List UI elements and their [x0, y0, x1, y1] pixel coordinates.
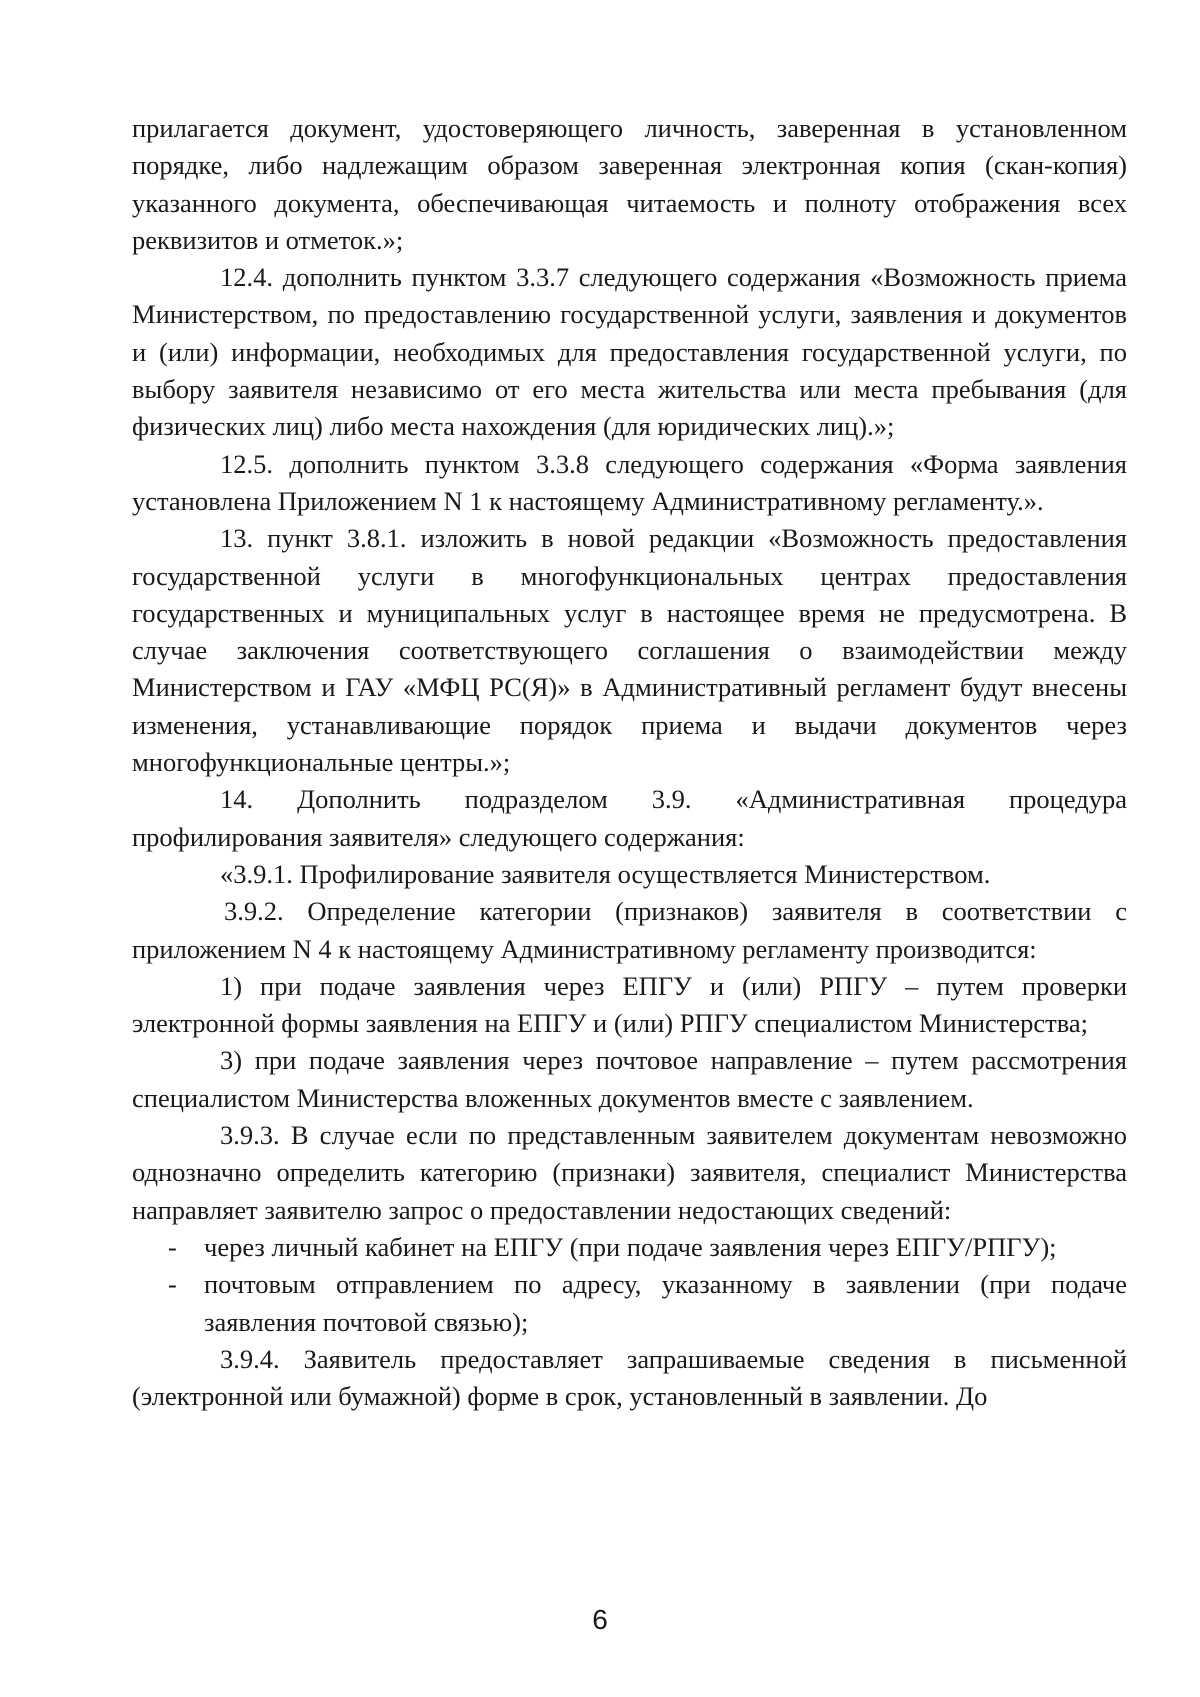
paragraph-3-9-1: «3.9.1. Профилирование заявителя осуществляется Министерством.: [220, 858, 991, 889]
list-item: [132, 1266, 1127, 1341]
list-item-text: почтовым отправлением по адресу, указанному в заявлении (при подаче заявления почтовой связью);: [204, 1269, 1127, 1337]
list-marker: -: [168, 1231, 177, 1262]
paragraph-item-1: 1) при подаче заявления через ЕПГУ и (или) РПГУ – путем проверки электронной формы заявления на ЕПГУ и (или) РПГУ специалистом Министерства;: [132, 970, 1127, 1039]
list-item-text: через личный кабинет на ЕПГУ (при подаче заявления через ЕПГУ/РПГУ);: [204, 1231, 1057, 1262]
paragraph-13: 13. пункт 3.8.1. изложить в новой редакции «Возможность предоставления государственной услуги в многофункциональных центрах предоставления государственных и муниципальных услуг в настоящее время не предусмотрена. В случае заключения соответствующего соглашения о взаимодействии между Министерством и ГАУ «МФЦ РС(Я)» в Административный регламент будут внесены изменения, устанавливающие порядок приема и выдачи документов через многофункциональные центры.»;: [132, 523, 1127, 778]
paragraph-continuation: прилагается документ, удостоверяющего личность, заверенная в установленном порядке, либо надлежащим образом заверенная электронная копия (скан-копия) указанного документа, обеспечивающая читаемость и полноту отображения всех реквизитов и отметок.»;: [132, 113, 1127, 255]
list-item: [132, 1229, 1127, 1266]
paragraph-item-3: 3) при подаче заявления через почтовое направление – путем рассмотрения специалистом Министерства вложенных документов вместе с заявлением.: [132, 1045, 1127, 1113]
paragraph-3-9-3: 3.9.3. В случае если по представленным заявителем документам невозможно однозначно определить категорию (признаки) заявителя, специалист Министерства направляет заявителю запрос о предоставлении недостающих сведений:: [132, 1120, 1127, 1225]
paragraph-14: 14. Дополнить подразделом 3.9. «Административная процедура профилирования заявителя» следующего содержания:: [132, 784, 1127, 852]
paragraph-12-4: 12.4. дополнить пунктом 3.3.7 следующего содержания «Возможность приема Министерством, по предоставлению государственной услуги, заявления и документов и (или) информации, необходимых для предоставления государственной услуги, по выбору заявителя независимо от его места жительства или места пребывания (для физических лиц) либо места нахождения (для юридических лиц).»;: [132, 262, 1127, 442]
paragraph-12-5: 12.5. дополнить пунктом 3.3.8 следующего содержания «Форма заявления установлена Приложением N 1 к настоящему Административному регламенту.».: [132, 448, 1127, 516]
page-number: 6: [592, 1604, 608, 1635]
document-body: [132, 110, 1127, 1415]
paragraph-3-9-2: 3.9.2. Определение категории (признаков) заявителя в соответствии с приложением N 4 к настоящему Административному регламенту производится:: [132, 896, 1127, 964]
paragraph-3-9-4: 3.9.4. Заявитель предоставляет запрашиваемые сведения в письменной (электронной или бумажной) форме в срок, установленный в заявлении. До: [132, 1343, 1127, 1412]
list-marker: -: [168, 1269, 177, 1300]
delivery-methods-list: [132, 1229, 1127, 1341]
